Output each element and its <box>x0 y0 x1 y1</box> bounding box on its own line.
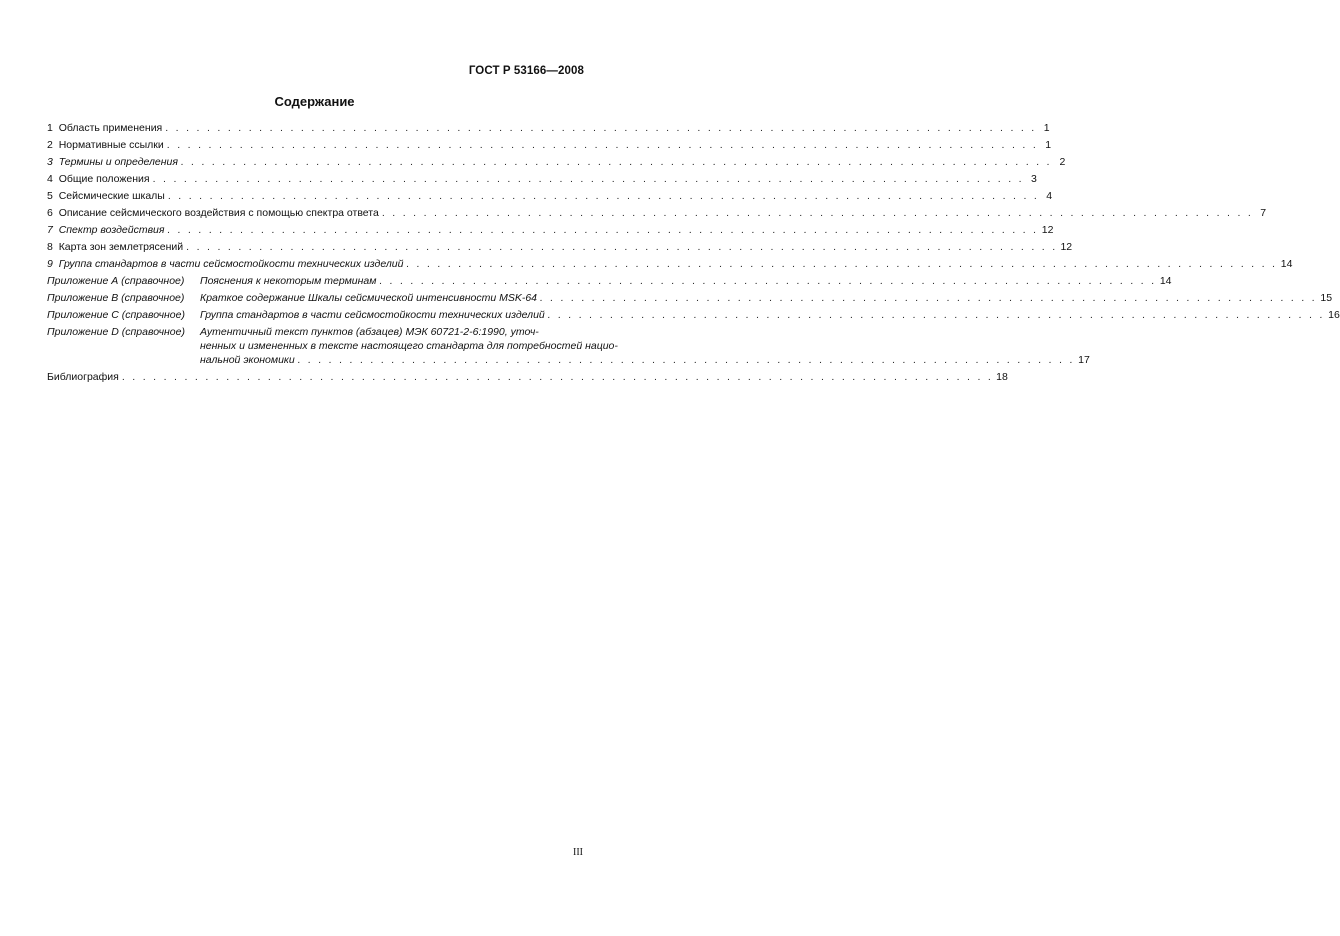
toc-entry-label: Термины и определения <box>58 156 178 168</box>
page-number: III <box>573 847 583 858</box>
dot-leader: . . . . . . . . . . . . . . . . . . . . . . . . . . . . . . . . . . . . . . . . . . . . . . . . . . . . . . . . . . . . . . . . . . . . . . . . . . . <box>379 275 1157 287</box>
toc-appendix-c[interactable] <box>47 308 1340 322</box>
appendix-label: Краткое содержание Шкалы сейсмической интенсивности MSK-64 <box>200 292 537 304</box>
appendix-label: Группа стандартов в части сейсмостойкости технических изделий <box>200 309 545 321</box>
table-of-contents <box>47 121 1340 387</box>
dot-leader: . . . . . . . . . . . . . . . . . . . . . . . . . . . . . . . . . . . . . . . . . . . . . . . . . . . . . . . . . . . . . . . . . . . . . . . . . . . . . . . . . . . . <box>186 241 1058 253</box>
toc-entry-page: 18 <box>996 371 1008 383</box>
toc-entry-number: 6 <box>47 207 53 219</box>
toc-entry-number: 1 <box>47 122 53 134</box>
dot-leader: . . . . . . . . . . . . . . . . . . . . . . . . . . . . . . . . . . . . . . . . . . . . . . . . . . . . . . . . . . . . . . . . . . . . . . . . . . . . . . . . . . . . <box>167 224 1039 236</box>
appendix-prefix: Приложение В (справочное) <box>47 292 185 304</box>
toc-entry-page: 12 <box>1060 241 1073 253</box>
toc-entry-number: 4 <box>47 173 53 185</box>
toc-entry-2[interactable] <box>47 138 1052 152</box>
toc-entry-5[interactable] <box>47 189 1053 203</box>
dot-leader: . . . . . . . . . . . . . . . . . . . . . . . . . . . . . . . . . . . . . . . . . . . . . . . . . . . . . . . . . . . . . . . . . . . . . . . . . . . . . . . . . . . . <box>381 207 1254 219</box>
toc-entry-page: 7 <box>1260 207 1267 219</box>
toc-entry-3[interactable] <box>47 155 1066 169</box>
dot-leader: . . . . . . . . . . . . . . . . . . . . . . . . . . . . . . . . . . . . . . . . . . . . . . . . . . . . . . . . . . . . . . . . . . . . . . . . . . . <box>297 354 1076 366</box>
dot-leader: . . . . . . . . . . . . . . . . . . . . . . . . . . . . . . . . . . . . . . . . . . . . . . . . . . . . . . . . . . . . . . . . . . . . . . . . . . . <box>547 309 1326 321</box>
toc-entry-number: 7 <box>47 224 53 236</box>
toc-appendix-b[interactable] <box>47 291 1333 305</box>
dot-leader: . . . . . . . . . . . . . . . . . . . . . . . . . . . . . . . . . . . . . . . . . . . . . . . . . . . . . . . . . . . . . . . . . . . . . . . . . . . . . . . . . . . . <box>166 139 1039 151</box>
toc-entry-number: 8 <box>47 241 53 253</box>
toc-entry-page: 14 <box>1159 275 1172 287</box>
toc-entry-label: Область применения <box>58 122 163 134</box>
toc-entry-label: Карта зон землетрясений <box>58 241 184 253</box>
dot-leader: . . . . . . . . . . . . . . . . . . . . . . . . . . . . . . . . . . . . . . . . . . . . . . . . . . . . . . . . . . . . . . . . . . . . . . . . . . . . . . . . . . . . <box>181 156 1053 168</box>
toc-entry-page: 16 <box>1328 309 1340 321</box>
appendix-label-line-2: ненных и измененных в тексте настоящего стандарта для потребностей нацио- <box>200 340 618 352</box>
toc-entry-page: 14 <box>1280 258 1293 270</box>
toc-entry-page: 15 <box>1320 292 1333 304</box>
dot-leader: . . . . . . . . . . . . . . . . . . . . . . . . . . . . . . . . . . . . . . . . . . . . . . . . . . . . . . . . . . . . . . . . . . . . . . . . . . . . . . . . . . . . <box>406 258 1278 270</box>
toc-entry-label: Нормативные ссылки <box>58 139 164 151</box>
toc-entry-label: Общие положения <box>58 173 150 185</box>
toc-entry-label: Описание сейсмического воздействия с помощью спектра ответа <box>58 207 379 219</box>
toc-entry-number: 2 <box>47 139 53 151</box>
dot-leader: . . . . . . . . . . . . . . . . . . . . . . . . . . . . . . . . . . . . . . . . . . . . . . . . . . . . . . . . . . . . . . . . . . . . . . . . . . . . . . . . . . . . <box>121 371 994 383</box>
toc-entry-page: 17 <box>1078 354 1090 366</box>
appendix-label-line-3: нальной экономики <box>200 354 295 366</box>
dot-leader: . . . . . . . . . . . . . . . . . . . . . . . . . . . . . . . . . . . . . . . . . . . . . . . . . . . . . . . . . . . . . . . . . . . . . . . . . . . . . . . . . . . . <box>152 173 1024 185</box>
appendix-prefix: Приложение А (справочное) <box>47 275 185 287</box>
toc-entry-number: 9 <box>47 258 53 270</box>
toc-bibliography[interactable] <box>47 370 1008 384</box>
toc-entry-number: 5 <box>47 190 53 202</box>
toc-title: Содержание <box>274 94 355 109</box>
toc-entry-number: 3 <box>47 156 53 168</box>
toc-entry-page: 12 <box>1041 224 1054 236</box>
toc-entry-label: Сейсмические шкалы <box>58 190 165 202</box>
toc-entry-4[interactable] <box>47 172 1037 186</box>
toc-appendix-a[interactable] <box>47 274 1172 288</box>
document-code: ГОСТ Р 53166—2008 <box>468 65 584 77</box>
dot-leader: . . . . . . . . . . . . . . . . . . . . . . . . . . . . . . . . . . . . . . . . . . . . . . . . . . . . . . . . . . . . . . . . . . . . . . . . . . . . . . . . . . . . <box>167 190 1040 202</box>
dot-leader: . . . . . . . . . . . . . . . . . . . . . . . . . . . . . . . . . . . . . . . . . . . . . . . . . . . . . . . . . . . . . . . . . . . . . . . . . . . <box>540 292 1318 304</box>
toc-entry-9[interactable] <box>47 257 1293 271</box>
dot-leader: . . . . . . . . . . . . . . . . . . . . . . . . . . . . . . . . . . . . . . . . . . . . . . . . . . . . . . . . . . . . . . . . . . . . . . . . . . . . . . . . . . . . <box>165 122 1037 134</box>
toc-entry-page: 1 <box>1043 122 1050 134</box>
toc-entry-7[interactable] <box>47 223 1054 237</box>
toc-appendix-d[interactable] <box>47 325 1090 367</box>
toc-entry-label: Спектр воздействия <box>58 224 165 236</box>
toc-entry-6[interactable] <box>47 206 1267 220</box>
toc-entry-8[interactable] <box>47 240 1073 254</box>
bibliography-label: Библиография <box>47 371 119 383</box>
appendix-label-line-1: Аутентичный текст пунктов (абзацев) МЭК 60721-2-6:1990, уточ- <box>200 326 539 338</box>
appendix-label: Пояснения к некоторым терминам <box>200 275 377 287</box>
appendix-prefix: Приложение С (справочное) <box>47 309 185 321</box>
appendix-prefix: Приложение D (справочное) <box>47 326 185 338</box>
toc-entry-page: 4 <box>1046 190 1053 202</box>
toc-entry-1[interactable] <box>47 121 1050 135</box>
toc-entry-page: 3 <box>1031 173 1037 185</box>
toc-entry-page: 2 <box>1059 156 1066 168</box>
toc-entry-page: 1 <box>1045 139 1052 151</box>
toc-entry-label: Группа стандартов в части сейсмостойкости технических изделий <box>58 258 404 270</box>
